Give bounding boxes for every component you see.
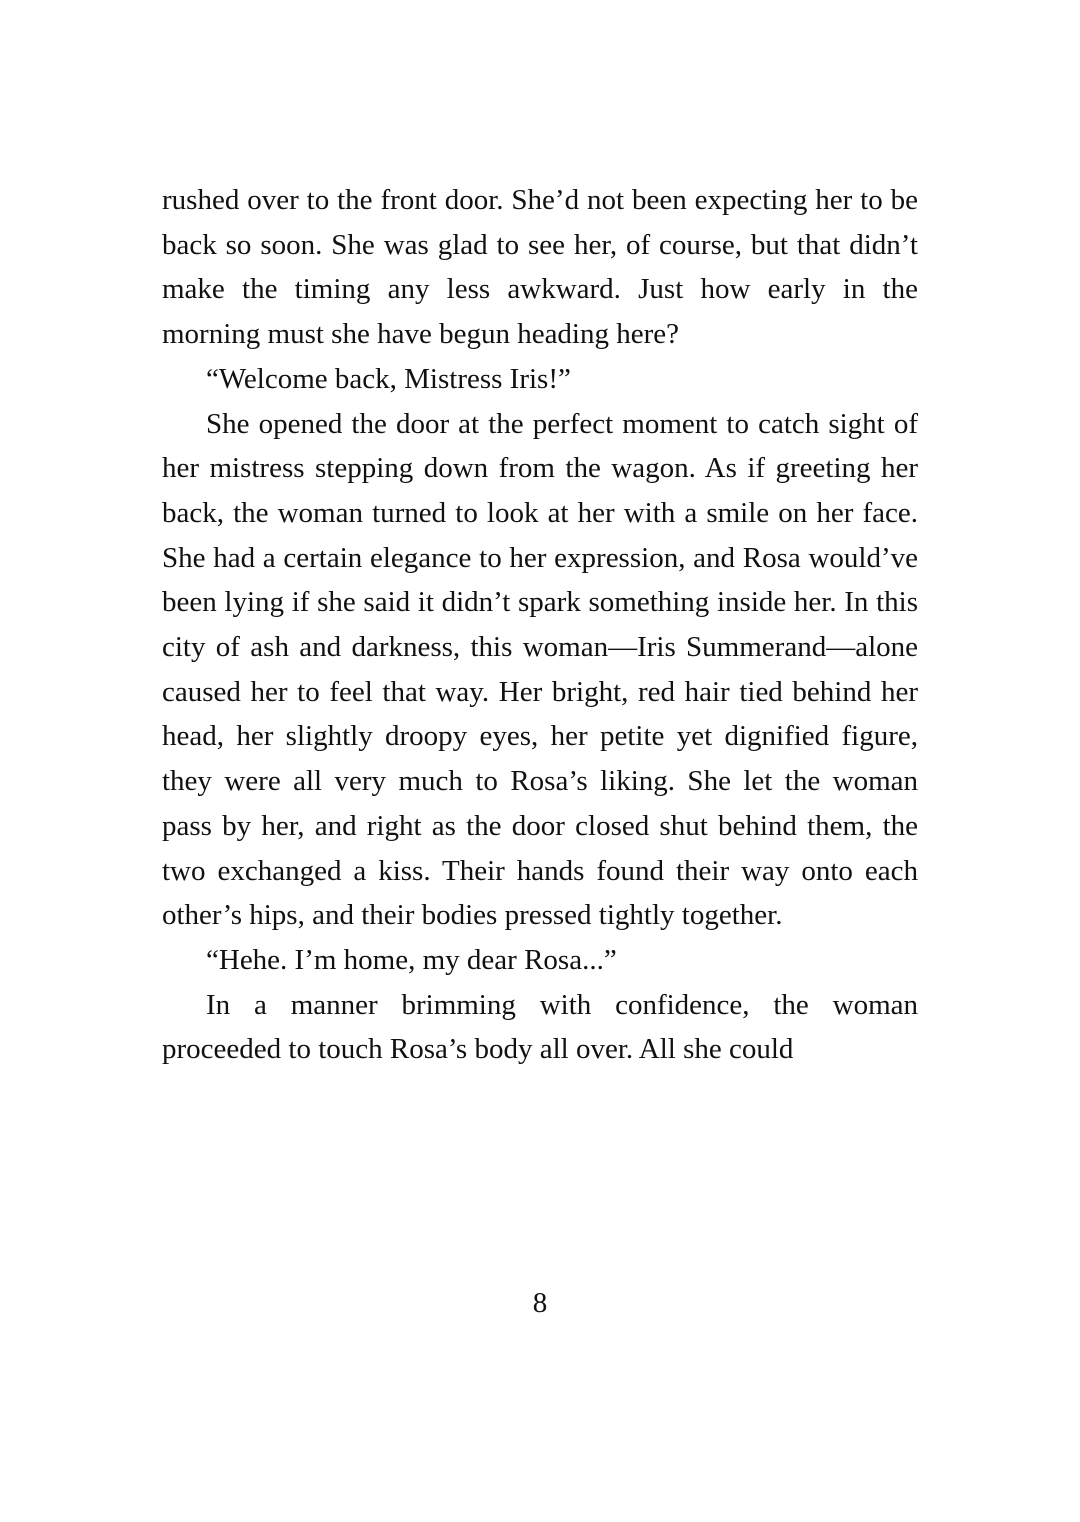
- page-number: 8: [532, 1287, 548, 1319]
- paragraph-dialogue-home: “Hehe. I’m home, my dear Rosa...”: [206, 943, 617, 976]
- paragraph-narrative: She opened the door at the perfect moment to catch sight of her mistress stepping down from the wagon. As if greeting her back, the woman turned to look at her with a smile on her face. She had a certain elegance to her expression, and Rosa would’ve been lying if she said it didn’t spark something inside her. In this city of ash and darkness, this woman—Iris Summerand—alone caused her to feel that way. Her bright, red hair tied behind her head, her slightly droopy eyes, her petite yet dignified figure, they were all very much to Rosa’s liking. She let the woman pass by her, and right as the door closed shut behind them, the two exchanged a kiss. Their hands found their way onto each other’s hips, and their bodies pressed tightly together.: [162, 407, 918, 932]
- paragraph-closing: In a manner brimming with confidence, the woman proceeded to touch Rosa’s body all over. All she could: [162, 988, 918, 1066]
- paragraph-continuation: rushed over to the front door. She’d not been expecting her to be back so soon. She was glad to see her, of course, but that didn’t make the timing any less awkward. Just how early in the morning must she have begun heading here?: [162, 184, 918, 351]
- body-text: [162, 178, 918, 1072]
- paragraph-dialogue-welcome: “Welcome back, Mistress Iris!”: [206, 362, 571, 395]
